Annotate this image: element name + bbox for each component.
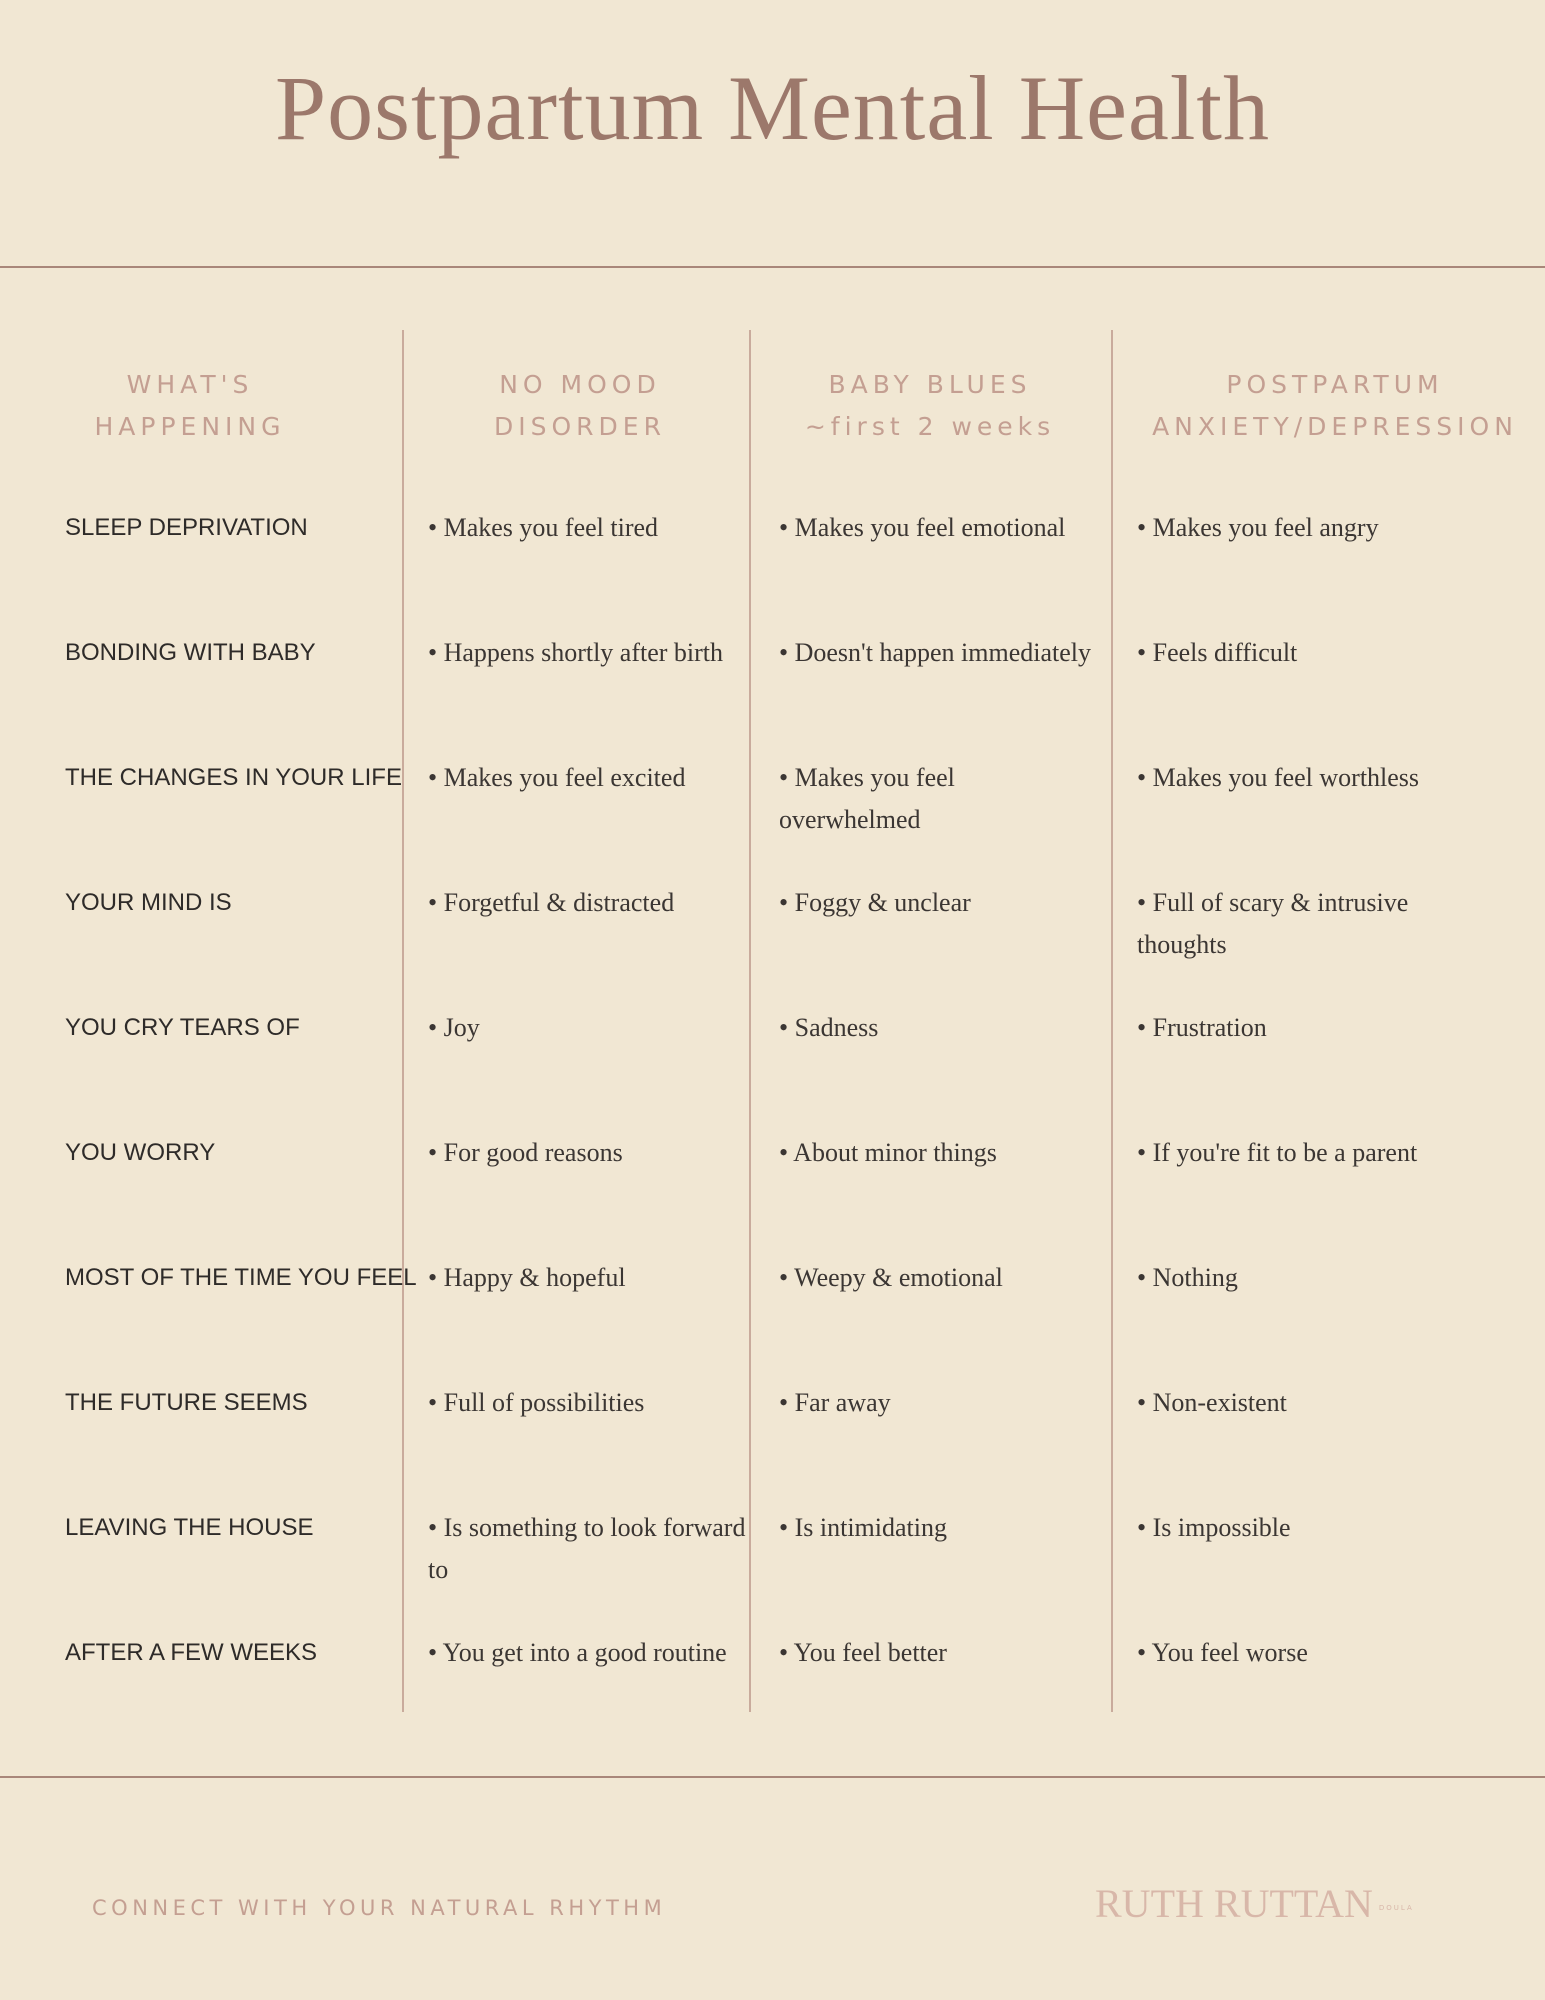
brand-name: RUTH RUTTAN [1095, 1881, 1373, 1926]
header-no-mood-disorder: NO MOOD DISORDER [494, 370, 666, 441]
brand-logo [1095, 1880, 1414, 1927]
table-cell-no-mood: • Joy [428, 1013, 480, 1042]
column-divider-3 [1111, 330, 1113, 1712]
bottom-divider [0, 1776, 1545, 1778]
table-cell-blues: • About minor things [779, 1138, 997, 1167]
header-postpartum-anxiety-depression: POSTPARTUM ANXIETY/DEPRESSION [1152, 370, 1518, 441]
table-cell-no-mood: • Makes you feel excited [428, 763, 686, 792]
table-cell-ppd: • Full of scary & intrusive thoughts [1137, 888, 1409, 959]
header-baby-blues: BABY BLUES ~first 2 weeks [804, 370, 1056, 441]
row-label: THE CHANGES IN YOUR LIFE [65, 764, 402, 791]
table-cell-ppd: • You feel worse [1137, 1638, 1308, 1667]
brand-subtitle: DOULA [1378, 1903, 1414, 1912]
table-cell-no-mood: • Forgetful & distracted [428, 888, 675, 917]
table-cell-blues: • Far away [779, 1388, 891, 1417]
table-cell-blues: • Is intimidating [779, 1513, 947, 1542]
table-cell-blues: • Foggy & unclear [779, 888, 971, 917]
footer-tagline: CONNECT WITH YOUR NATURAL RHYTHM [92, 1896, 667, 1920]
table-cell-no-mood: • For good reasons [428, 1138, 623, 1167]
table-cell-blues: • Weepy & emotional [779, 1263, 1003, 1292]
table-cell-ppd: • Makes you feel angry [1137, 513, 1379, 542]
row-label: BONDING WITH BABY [65, 639, 316, 666]
table-cell-no-mood: • Full of possibilities [428, 1388, 645, 1417]
row-label: AFTER A FEW WEEKS [65, 1639, 318, 1666]
row-label: THE FUTURE SEEMS [65, 1389, 308, 1416]
row-label: SLEEP DEPRIVATION [65, 514, 308, 541]
table-cell-blues: • Makes you feel emotional [779, 513, 1066, 542]
top-divider [0, 266, 1545, 268]
row-label: YOU CRY TEARS OF [65, 1014, 300, 1041]
table-cell-no-mood: • You get into a good routine [428, 1638, 727, 1667]
table-cell-ppd: • Frustration [1137, 1013, 1267, 1042]
column-divider-2 [749, 330, 751, 1712]
table-cell-blues: • Doesn't happen immediately [779, 638, 1091, 667]
row-label: MOST OF THE TIME YOU FEEL [65, 1264, 417, 1291]
table-cell-ppd: • Is impossible [1137, 1513, 1291, 1542]
table-cell-blues: • Sadness [779, 1013, 879, 1042]
table-cell-no-mood: • Is something to look forward to [428, 1513, 746, 1584]
table-cell-no-mood: • Happy & hopeful [428, 1263, 626, 1292]
table-cell-no-mood: • Happens shortly after birth [428, 638, 724, 667]
table-cell-blues: • Makes you feel overwhelmed [779, 763, 955, 834]
table-cell-ppd: • Nothing [1137, 1263, 1238, 1292]
table-cell-blues: • You feel better [779, 1638, 947, 1667]
table-cell-ppd: • Non-existent [1137, 1388, 1287, 1417]
page-title: Postpartum Mental Health [275, 57, 1270, 159]
table-cell-ppd: • Makes you feel worthless [1137, 763, 1420, 792]
table-cell-no-mood: • Makes you feel tired [428, 513, 659, 542]
row-label: YOU WORRY [65, 1139, 216, 1166]
table-cell-ppd: • Feels difficult [1137, 638, 1298, 667]
row-label: YOUR MIND IS [65, 889, 232, 916]
header-whats-happening: WHAT'S HAPPENING [94, 370, 286, 441]
table-cell-ppd: • If you're fit to be a parent [1137, 1138, 1418, 1167]
column-divider-1 [402, 330, 404, 1712]
row-label: LEAVING THE HOUSE [65, 1514, 314, 1541]
